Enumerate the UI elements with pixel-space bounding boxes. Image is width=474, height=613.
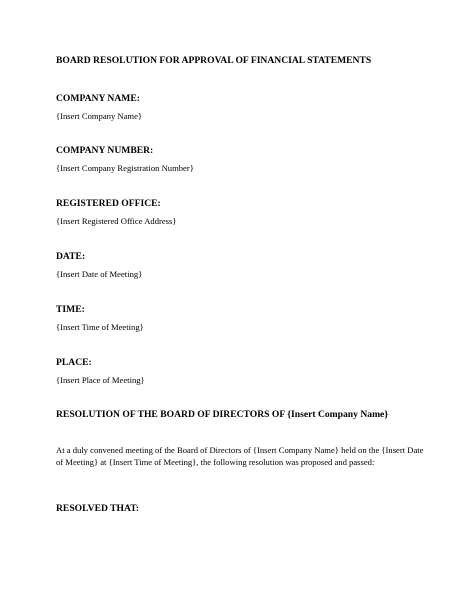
- company-name-section: [56, 93, 436, 122]
- company-number-section: [56, 145, 436, 174]
- date-label: DATE:: [56, 251, 86, 262]
- company-name-placeholder: {Insert Company Name}: [56, 111, 143, 121]
- resolved-that-label: RESOLVED THAT:: [56, 503, 140, 514]
- date-section: [56, 251, 436, 280]
- resolution-heading: RESOLUTION OF THE BOARD OF DIRECTORS OF {Insert Company Name}: [56, 409, 389, 420]
- time-section: [56, 304, 436, 333]
- place-section: [56, 357, 436, 386]
- place-label: PLACE:: [56, 357, 92, 368]
- document-title: BOARD RESOLUTION FOR APPROVAL OF FINANCIAL STATEMENTS: [56, 55, 372, 66]
- time-placeholder: {Insert Time of Meeting}: [56, 322, 144, 332]
- registered-office-placeholder: {Insert Registered Office Address}: [56, 216, 177, 226]
- date-placeholder: {Insert Date of Meeting}: [56, 269, 143, 279]
- company-name-label: COMPANY NAME:: [56, 93, 140, 104]
- company-number-label: COMPANY NUMBER:: [56, 145, 154, 156]
- registered-office-section: [56, 198, 436, 227]
- place-placeholder: {Insert Place of Meeting}: [56, 375, 145, 385]
- resolution-body-paragraph: At a duly convened meeting of the Board of Directors of {Insert Company Name} held on the {Insert Date of Meeting} at {Insert Time of Meeting}, the following resolution was proposed and passed:: [56, 445, 424, 467]
- registered-office-label: REGISTERED OFFICE:: [56, 198, 161, 209]
- company-number-placeholder: {Insert Company Registration Number}: [56, 163, 194, 173]
- time-label: TIME:: [56, 304, 85, 315]
